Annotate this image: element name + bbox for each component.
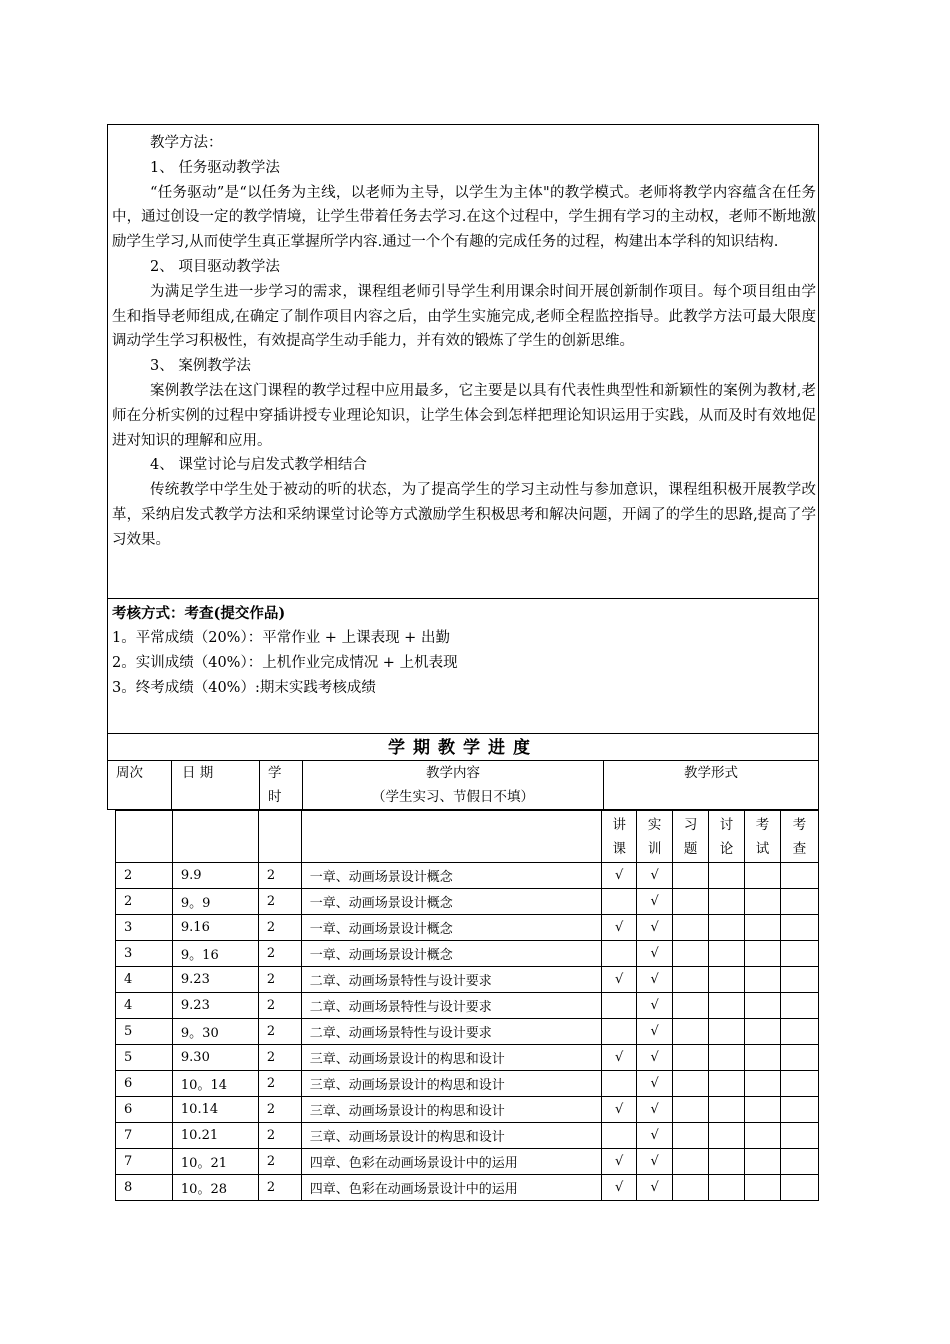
form-mark-cell: √ xyxy=(602,915,637,941)
form-mark-cell: √ xyxy=(637,941,673,967)
header-week: 周次 xyxy=(108,761,172,810)
content-cell: 二章、动画场景特性与设计要求 xyxy=(301,1019,601,1045)
form-mark-cell xyxy=(745,1019,781,1045)
form-mark-cell xyxy=(602,889,637,915)
week-cell: 2 xyxy=(116,863,173,889)
table-row xyxy=(116,1071,819,1097)
method-heading: 1、 任务驱动教学法 xyxy=(150,159,280,176)
table-row xyxy=(116,1097,819,1123)
form-mark-cell xyxy=(709,1097,745,1123)
form-col-exercise: 习 题 xyxy=(673,811,709,863)
assessment-section xyxy=(107,598,819,734)
form-mark-cell xyxy=(780,967,818,993)
form-mark-cell xyxy=(673,1045,709,1071)
hours-cell: 2 xyxy=(258,1097,301,1123)
form-mark-cell: √ xyxy=(637,993,673,1019)
hours-cell: 2 xyxy=(258,1045,301,1071)
form-mark-cell xyxy=(709,1175,745,1201)
method-text: “任务驱动”是“以任务为主线，以老师为主导，以学生为主体"的教学模式。老师将教学内容蕴含在任务中，通过创设一定的教学情境，让学生带着任务去学习.在这个过程中，学生拥有学习的主动权，老师不断地激励学生学习,从而使学生真正掌握所学内容.通过一个个有趣的完成任务的过程，构建出本学科的知识结构. xyxy=(112,184,816,251)
form-mark-cell xyxy=(709,993,745,1019)
form-mark-cell xyxy=(673,967,709,993)
form-mark-cell xyxy=(673,863,709,889)
week-cell: 8 xyxy=(116,1175,173,1201)
hours-cell: 2 xyxy=(258,941,301,967)
table-row xyxy=(116,889,819,915)
form-col-check: 考 查 xyxy=(780,811,818,863)
form-mark-cell: √ xyxy=(637,1149,673,1175)
form-mark-cell: √ xyxy=(602,967,637,993)
header-content-note: （学生实习、节假日不填） xyxy=(372,789,534,805)
form-mark-cell xyxy=(745,941,781,967)
content-cell: 一章、动画场景设计概念 xyxy=(301,915,601,941)
form-mark-cell xyxy=(745,967,781,993)
methods-intro: 教学方法： xyxy=(150,135,223,151)
form-mark-cell xyxy=(602,941,637,967)
form-mark-cell xyxy=(745,915,781,941)
empty-cell xyxy=(258,811,301,863)
form-col-discussion: 讨 论 xyxy=(709,811,745,863)
form-mark-cell xyxy=(673,1019,709,1045)
hours-cell: 2 xyxy=(258,889,301,915)
form-mark-cell xyxy=(709,1045,745,1071)
date-cell: 9.16 xyxy=(172,915,258,941)
form-mark-cell: √ xyxy=(637,863,673,889)
form-mark-cell xyxy=(709,863,745,889)
header-content xyxy=(303,761,604,810)
form-mark-cell: √ xyxy=(637,1175,673,1201)
form-mark-cell xyxy=(745,889,781,915)
date-cell: 9。30 xyxy=(172,1019,258,1045)
table-row xyxy=(116,1045,819,1071)
table-row xyxy=(116,863,819,889)
form-mark-cell: √ xyxy=(637,1071,673,1097)
week-cell: 6 xyxy=(116,1097,173,1123)
table-row xyxy=(116,993,819,1019)
form-mark-cell xyxy=(673,1175,709,1201)
form-mark-cell xyxy=(745,1097,781,1123)
form-mark-cell xyxy=(709,915,745,941)
week-cell: 5 xyxy=(116,1019,173,1045)
form-mark-cell: √ xyxy=(602,1149,637,1175)
form-mark-cell: √ xyxy=(637,1019,673,1045)
form-col-exam: 考 试 xyxy=(745,811,781,863)
content-cell: 一章、动画场景设计概念 xyxy=(301,941,601,967)
form-mark-cell xyxy=(780,1175,818,1201)
form-col-practice: 实 训 xyxy=(637,811,673,863)
header-hours xyxy=(260,761,303,810)
hours-cell: 2 xyxy=(258,863,301,889)
form-mark-cell xyxy=(709,889,745,915)
week-cell: 4 xyxy=(116,967,173,993)
form-mark-cell xyxy=(602,993,637,1019)
method-text: 为满足学生进一步学习的需求，课程组老师引导学生利用课余时间开展创新制作项目。每个项目组由学生和指导老师组成,在确定了制作项目内容之后，由学生实施完成,老师全程监控指导。此教学方法可最大限度调动学生学习积极性，有效提高学生动手能力，并有效的锻炼了学生的创新思维。 xyxy=(112,283,816,350)
table-row xyxy=(116,1175,819,1201)
week-cell: 4 xyxy=(116,993,173,1019)
form-mark-cell xyxy=(780,1123,818,1149)
content-cell: 三章、动画场景设计的构思和设计 xyxy=(301,1097,601,1123)
empty-cell xyxy=(301,811,601,863)
form-col-lecture: 讲 课 xyxy=(602,811,637,863)
form-mark-cell xyxy=(673,1123,709,1149)
method-text: 案例教学法在这门课程的教学过程中应用最多，它主要是以具有代表性典型性和新颖性的案例为教材,老师在分析实例的过程中穿插讲授专业理论知识，让学生体会到怎样把理论知识运用于实践，从而及时有效地促进对知识的理解和应用。 xyxy=(112,382,816,449)
date-cell: 10。14 xyxy=(172,1071,258,1097)
date-cell: 10.14 xyxy=(172,1097,258,1123)
content-cell: 二章、动画场景特性与设计要求 xyxy=(301,967,601,993)
method-heading: 4、 课堂讨论与启发式教学相结合 xyxy=(150,457,367,474)
content-cell: 四章、色彩在动画场景设计中的运用 xyxy=(301,1149,601,1175)
date-cell: 9。9 xyxy=(172,889,258,915)
form-mark-cell xyxy=(673,1149,709,1175)
table-row xyxy=(116,1019,819,1045)
form-mark-cell xyxy=(780,1019,818,1045)
week-cell: 3 xyxy=(116,941,173,967)
content-cell: 四章、色彩在动画场景设计中的运用 xyxy=(301,1175,601,1201)
hours-cell: 2 xyxy=(258,1149,301,1175)
date-cell: 9。16 xyxy=(172,941,258,967)
form-mark-cell xyxy=(673,889,709,915)
hours-cell: 2 xyxy=(258,967,301,993)
hours-cell: 2 xyxy=(258,1123,301,1149)
assessment-heading: 考核方式：考查(提交作品) xyxy=(112,605,286,622)
header-hours-line1: 学 xyxy=(268,765,282,781)
header-hours-line2: 时 xyxy=(268,789,282,805)
week-cell: 6 xyxy=(116,1071,173,1097)
form-mark-cell: √ xyxy=(602,1045,637,1071)
form-mark-cell xyxy=(673,1097,709,1123)
form-mark-cell xyxy=(780,1149,818,1175)
content-cell: 三章、动画场景设计的构思和设计 xyxy=(301,1123,601,1149)
header-date: 日 期 xyxy=(172,761,260,810)
form-mark-cell xyxy=(709,941,745,967)
form-mark-cell xyxy=(780,1045,818,1071)
assessment-item: 1。平常成绩（20%）：平常作业 + 上课表现 + 出勤 xyxy=(112,630,450,646)
form-mark-cell xyxy=(780,889,818,915)
form-mark-cell xyxy=(709,1149,745,1175)
form-mark-cell xyxy=(745,1071,781,1097)
form-mark-cell xyxy=(745,1123,781,1149)
teaching-methods-section xyxy=(107,124,819,599)
hours-cell: 2 xyxy=(258,915,301,941)
method-text: 传统教学中学生处于被动的听的状态，为了提高学生的学习主动性与参加意识，课程组积极开展教学改革，采纳启发式教学方法和采纳课堂讨论等方式激励学生积极思考和解决问题，开阔了的学生的思路,提高了学习效果。 xyxy=(112,482,816,548)
week-cell: 2 xyxy=(116,889,173,915)
date-cell: 10。21 xyxy=(172,1149,258,1175)
form-mark-cell: √ xyxy=(637,915,673,941)
form-mark-cell xyxy=(673,941,709,967)
form-mark-cell xyxy=(745,863,781,889)
table-row xyxy=(116,1149,819,1175)
form-mark-cell xyxy=(602,1019,637,1045)
table-row xyxy=(116,1123,819,1149)
form-mark-cell xyxy=(709,1019,745,1045)
form-mark-cell xyxy=(780,1071,818,1097)
empty-cell xyxy=(116,811,173,863)
hours-cell: 2 xyxy=(258,1071,301,1097)
form-mark-cell xyxy=(673,915,709,941)
form-mark-cell xyxy=(709,1071,745,1097)
form-mark-cell xyxy=(745,1149,781,1175)
hours-cell: 2 xyxy=(258,993,301,1019)
assessment-item: 2。实训成绩（40%）：上机作业完成情况 + 上机表现 xyxy=(112,655,458,671)
form-mark-cell xyxy=(602,1123,637,1149)
form-mark-cell xyxy=(745,993,781,1019)
form-mark-cell xyxy=(780,915,818,941)
method-heading: 2、 项目驱动教学法 xyxy=(150,258,280,275)
content-cell: 三章、动画场景设计的构思和设计 xyxy=(301,1071,601,1097)
form-mark-cell: √ xyxy=(602,1175,637,1201)
form-mark-cell: √ xyxy=(637,1097,673,1123)
table-row xyxy=(116,967,819,993)
date-cell: 9.30 xyxy=(172,1045,258,1071)
form-mark-cell xyxy=(780,1097,818,1123)
form-mark-cell xyxy=(780,863,818,889)
form-mark-cell xyxy=(602,1071,637,1097)
form-mark-cell xyxy=(673,1071,709,1097)
table-row xyxy=(116,915,819,941)
schedule-table xyxy=(115,810,819,1201)
form-mark-cell: √ xyxy=(637,889,673,915)
form-mark-cell xyxy=(709,967,745,993)
date-cell: 9.23 xyxy=(172,993,258,1019)
content-cell: 一章、动画场景设计概念 xyxy=(301,889,601,915)
date-cell: 9.23 xyxy=(172,967,258,993)
empty-cell xyxy=(172,811,258,863)
form-mark-cell xyxy=(745,1045,781,1071)
content-cell: 一章、动画场景设计概念 xyxy=(301,863,601,889)
hours-cell: 2 xyxy=(258,1019,301,1045)
form-mark-cell xyxy=(745,1175,781,1201)
date-cell: 10。28 xyxy=(172,1175,258,1201)
form-mark-cell: √ xyxy=(637,1045,673,1071)
hours-cell: 2 xyxy=(258,1175,301,1201)
form-mark-cell xyxy=(709,1123,745,1149)
header-content-title: 教学内容 xyxy=(426,765,480,781)
assessment-item: 3。终考成绩（40%）:期末实践考核成绩 xyxy=(112,680,376,696)
form-mark-cell: √ xyxy=(602,1097,637,1123)
schedule-title: 学期教学进度 xyxy=(107,733,819,761)
form-mark-cell xyxy=(780,993,818,1019)
week-cell: 7 xyxy=(116,1149,173,1175)
week-cell: 7 xyxy=(116,1123,173,1149)
header-form: 教学形式 xyxy=(604,761,819,810)
form-subheader-row xyxy=(116,811,819,863)
week-cell: 5 xyxy=(116,1045,173,1071)
content-cell: 二章、动画场景特性与设计要求 xyxy=(301,993,601,1019)
table-row xyxy=(116,941,819,967)
form-mark-cell xyxy=(780,941,818,967)
date-cell: 9.9 xyxy=(172,863,258,889)
form-mark-cell: √ xyxy=(637,967,673,993)
form-mark-cell: √ xyxy=(637,1123,673,1149)
content-cell: 三章、动画场景设计的构思和设计 xyxy=(301,1045,601,1071)
schedule-header-table xyxy=(107,760,819,810)
method-heading: 3、 案例教学法 xyxy=(150,358,251,375)
form-mark-cell: √ xyxy=(602,863,637,889)
date-cell: 10.21 xyxy=(172,1123,258,1149)
form-mark-cell xyxy=(673,993,709,1019)
week-cell: 3 xyxy=(116,915,173,941)
